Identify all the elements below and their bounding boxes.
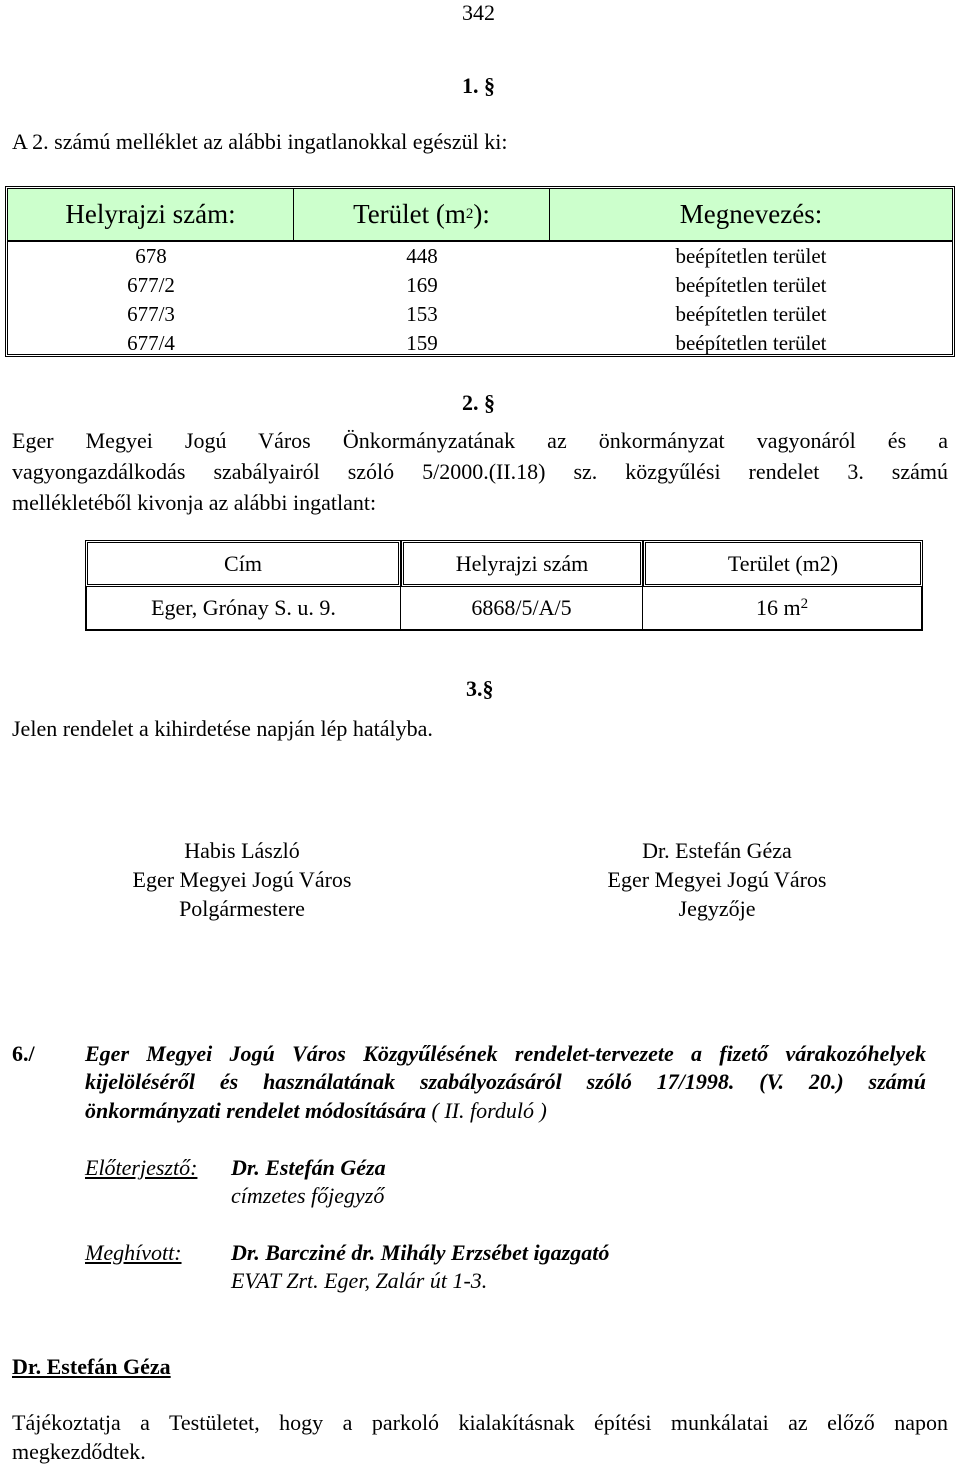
para2-line3: mellékletéből kivonja az alábbi ingatlant: xyxy=(12,490,377,515)
signature-left-title: Polgármestere xyxy=(179,896,305,921)
cell-name: beépítetlen terület xyxy=(675,331,827,355)
table-row xyxy=(8,271,952,300)
header-terulet xyxy=(294,189,550,240)
section-heading-2: 2. § xyxy=(462,390,495,415)
cell-hrsz: 677/3 xyxy=(127,302,175,326)
withdrawn-property-table xyxy=(85,540,923,631)
property-table xyxy=(5,186,955,357)
header-helyrajzi-szam: Helyrajzi szám: xyxy=(8,189,294,240)
page-number: 342 xyxy=(462,0,495,25)
header-terulet-label: Terület (m xyxy=(353,199,466,229)
header-terulet: Terület (m2) xyxy=(643,540,923,587)
cell-hrsz: 677/2 xyxy=(127,273,175,297)
header-helyrajzi-szam: Helyrajzi szám xyxy=(401,540,643,587)
final-line1: Tájékoztatja a Testületet, hogy a parkoló kialakításnak építési munkálatai az előző napon xyxy=(12,1410,948,1435)
signature-right-name: Dr. Estefán Géza xyxy=(642,838,792,863)
cell-name: beépítetlen terület xyxy=(675,302,827,326)
header-megnevezes: Megnevezés: xyxy=(550,189,952,240)
item-title-line1: Eger Megyei Jogú Város Közgyűlésének rendelet-tervezete a fizető várakozóhelyek xyxy=(85,1041,926,1066)
cell-area: 448 xyxy=(406,244,438,268)
invited-org: EVAT Zrt. Eger, Zalár út 1-3. xyxy=(231,1268,488,1293)
header-cim: Cím xyxy=(85,540,401,587)
cell-area-value: 16 m xyxy=(755,595,801,620)
cell-area xyxy=(643,587,923,631)
header-terulet-sup: 2 xyxy=(465,206,474,222)
table-header xyxy=(8,189,952,242)
signature-left xyxy=(92,836,392,923)
speaker-name: Dr. Estefán Géza xyxy=(12,1354,171,1379)
item-title-line2: kijelöléséről és használatának szabályozásáról szóló 17/1998. (V. 20.) számú xyxy=(85,1069,926,1094)
section-heading-1: 1. § xyxy=(462,73,495,98)
cell-hrsz: 678 xyxy=(135,244,167,268)
signature-right xyxy=(567,836,867,923)
para3: Jelen rendelet a kihirdetése napján lép hatályba. xyxy=(12,716,433,741)
signature-right-org: Eger Megyei Jogú Város xyxy=(607,867,827,892)
cell-hrsz: 6868/5/A/5 xyxy=(401,587,643,631)
item-title-line3b: ( II. forduló ) xyxy=(426,1098,547,1123)
para2-line1: Eger Megyei Jogú Város Önkormányzatának az önkormányzat vagyonáról és a xyxy=(12,428,948,453)
final-line2: megkezdődtek. xyxy=(12,1439,146,1464)
presenter-label: Előterjesztő: xyxy=(85,1155,198,1180)
cell-area-sup: 2 xyxy=(800,595,809,612)
cell-name: beépítetlen terület xyxy=(675,273,827,297)
item-title-line3a: önkormányzati rendelet módosítására xyxy=(85,1098,427,1123)
table-row xyxy=(8,300,952,329)
table-row xyxy=(8,329,952,358)
cell-hrsz: 677/4 xyxy=(127,331,175,355)
cell-area: 169 xyxy=(406,273,438,297)
presenter-title: címzetes főjegyző xyxy=(231,1183,385,1208)
intro-text: A 2. számú melléklet az alábbi ingatlanokkal egészül ki: xyxy=(12,129,508,154)
cell-area: 153 xyxy=(406,302,438,326)
invited-label: Meghívott: xyxy=(85,1240,182,1265)
para2-line2: vagyongazdálkodás szabályairól szóló 5/2000.(II.18) sz. közgyűlési rendelet 3. számú xyxy=(12,459,948,484)
invited-name: Dr. Barcziné dr. Mihály Erzsébet igazgató xyxy=(231,1240,610,1265)
signature-left-name: Habis László xyxy=(184,838,300,863)
presenter-name: Dr. Estefán Géza xyxy=(231,1155,386,1180)
signature-right-title: Jegyzője xyxy=(678,896,756,921)
cell-area: 159 xyxy=(406,331,438,355)
item-title-line3 xyxy=(85,1098,547,1124)
table-row xyxy=(8,242,952,271)
cell-name: beépítetlen terület xyxy=(675,244,827,268)
item-number: 6./ xyxy=(12,1041,35,1066)
signature-left-org: Eger Megyei Jogú Város xyxy=(132,867,352,892)
cell-cim: Eger, Grónay S. u. 9. xyxy=(85,587,401,631)
section-heading-3: 3.§ xyxy=(466,676,494,701)
header-terulet-end: ): xyxy=(473,199,490,229)
